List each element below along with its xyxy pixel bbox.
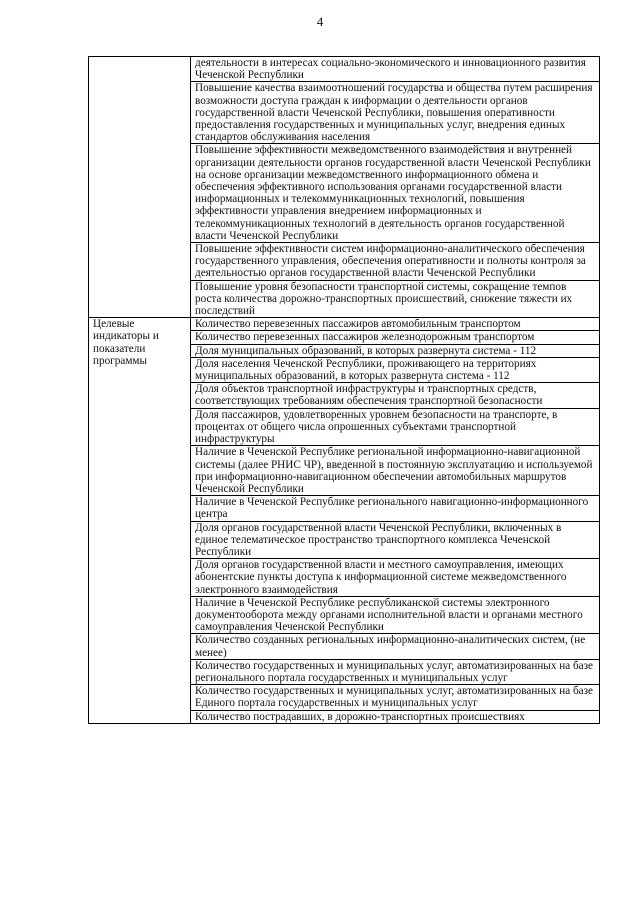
goal-row: Повышение уровня безопасности транспортной системы, сокращение темпов роста количества дорожно-транспортных происшествий, снижение тяжести их последствий [191, 280, 600, 318]
indicator-row: Количество государственных и муниципальных услуг, автоматизированных на базе регионального портала государственных и муниципальных услуг [191, 659, 600, 684]
indicator-row: Доля пассажиров, удовлетворенных уровнем безопасности на транспорте, в процентах от общего числа опрошенных субъектами транспортной инфраструктуры [191, 408, 600, 446]
indicator-row: Количество государственных и муниципальных услуг, автоматизированных на базе Единого портала государственных и муниципальных услуг [191, 685, 600, 710]
program-passport-table [88, 56, 600, 724]
indicator-row: Наличие в Чеченской Республике региональной информационно-навигационной системы (далее РНИС ЧР), введенной в постоянную эксплуатацию и используемой при информационно-навигационном обеспечении автомобильных маршрутов Чеченской Республики [191, 446, 600, 496]
goal-row: Повышение качества взаимоотношений государства и общества путем расширения возможности доступа граждан к информации о деятельности органов государственной власти Чеченской Республики, повышения оперативности предоставления государственных и муниципальных услуг, внедрения единых стандартов обслуживания населения [191, 82, 600, 144]
page-number: 4 [316, 14, 324, 29]
indicator-row: Доля органов государственной власти Чеченской Республики, включенных в единое телематическое пространство транспортного комплекса Чеченской Республики [191, 521, 600, 559]
indicator-row: Количество пострадавших, в дорожно-транспортных происшествиях [191, 710, 600, 723]
section-label-indicators: Целевые индикаторы и показатели программы [89, 318, 191, 724]
indicator-row: Доля населения Чеченской Республики, проживающего на территориях муниципальных образований, в которых развернута система - 112 [191, 357, 600, 382]
indicator-row: Доля объектов транспортной инфраструктуры и транспортных средств, соответствующих требованиям обеспечения транспортной безопасности [191, 383, 600, 408]
indicator-row: Доля муниципальных образований, в которых развернута система - 112 [191, 344, 600, 357]
section-label-empty [89, 57, 191, 318]
goal-row: Повышение эффективности межведомственного взаимодействия и внутренней организации деятельности органов государственной власти Чеченской Республики на основе организации межведомственного информационного обмена и обеспечения эффективного использования органами государственной власти информационных и телекоммуникационных технологий, повышения эффективности управления внедрением информационных и телекоммуникационных технологий в деятельность органов государственной власти Чеченской Республики [191, 144, 600, 243]
indicator-row: Наличие в Чеченской Республике регионального навигационно-информационного центра [191, 496, 600, 521]
indicator-row: Количество созданных региональных информационно-аналитических систем, (не менее) [191, 634, 600, 659]
indicator-row: Наличие в Чеченской Республике республиканской системы электронного документооборота между органами исполнительной власти и органами местного самоуправления Чеченской Республики [191, 596, 600, 634]
goal-row: деятельности в интересах социально-экономического и инновационного развития Чеченской Республики [191, 57, 600, 82]
indicator-row: Количество перевезенных пассажиров железнодорожным транспортом [191, 331, 600, 344]
goal-row: Повышение эффективности систем информационно-аналитического обеспечения государственного управления, обеспечения оперативности и полноты контроля за деятельностью органов государственной власти Чеченской Республики [191, 243, 600, 281]
indicator-row: Количество перевезенных пассажиров автомобильным транспортом [191, 318, 600, 331]
indicator-row: Доля органов государственной власти и местного самоуправления, имеющих абонентские пункты доступа к информационной системе межведомственного электронного взаимодействия [191, 559, 600, 597]
